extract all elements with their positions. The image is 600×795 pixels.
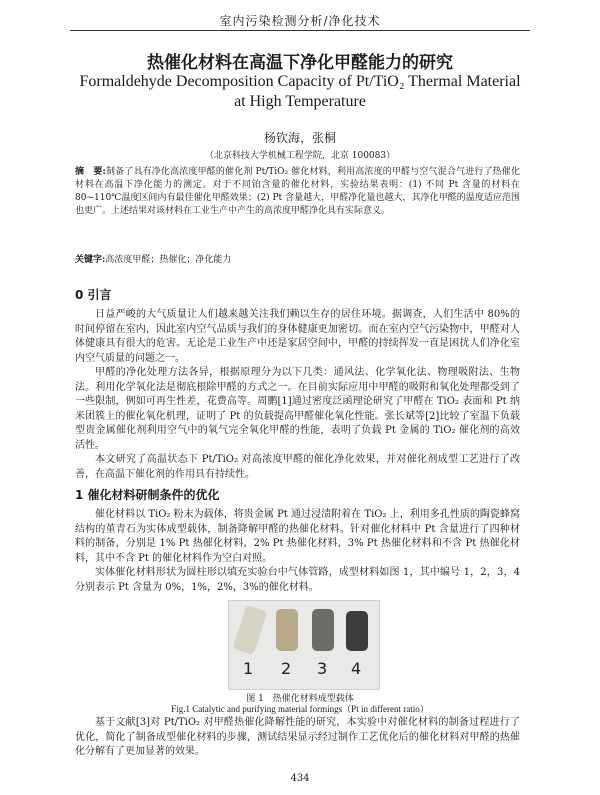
page-number: 434 (290, 773, 310, 784)
paragraph-intro-3: 本文研究了高温状态下 Pt/TiO₂ 对高浓度甲醛的催化净化效果，并对催化剂成型工艺进行了改善，在高温下催化剂的作用具有持续性。 (75, 454, 520, 480)
figure-label-2: 2 (281, 659, 292, 678)
figure-1-photo (228, 600, 380, 690)
title-english (40, 72, 560, 112)
figure-caption-english: Fig.1 Catalytic and purifying material formings（Pt in different ratio） (171, 704, 429, 714)
abstract-label: 摘 要: (75, 167, 106, 177)
figure-label-4: 4 (351, 659, 362, 678)
header-rule (70, 30, 530, 31)
keywords (75, 252, 520, 265)
keywords-text: 高浓度甲醛；热催化；净化能力 (105, 255, 232, 265)
figure-label-3: 3 (317, 659, 328, 678)
catalyst-sample-2 (276, 609, 298, 651)
section-heading-1: 1 催化材料研制条件的优化 (75, 488, 220, 502)
paragraph-sec1-3: 基于文献[3]对 Pt/TiO₂ 对甲醛热催化降解性能的研究，本实验中对催化材料的制备过程进行了优化，简化了制备成型催化材料的步骤，测试结果显示经过制作工艺优化后的催化材料对甲醛的热催化分解有了更加显著的效果。 (75, 717, 520, 757)
figure-label-1: 1 (243, 659, 254, 678)
abstract-text: 制备了具有净化高浓度甲醛的催化剂 Pt/TiO₂ 催化材料，利用高浓度的甲醛与空气混合气进行了热催化材料在高温下净化能力的测定。对于不同铂含量的催化材料，实验结果表明：(1) 不同 Pt 含量的材料在 80~110℃温度区间内有最佳催化甲醛效果；(2) Pt 含量越大，甲醛净化量也越大，其净化甲醛的温度适应范围也更广。上述结果对该材料在工业生产中产生的高浓度甲醛净化具有实际意义。 (75, 167, 521, 216)
section-heading-intro: 0 引言 (75, 288, 112, 302)
abstract (75, 166, 520, 218)
paragraph-sec1-2: 实体催化材料形状为圆柱形以填充实验台中气体管路，成型材料如图 1，其中编号 1，2，3，4 分别表示 Pt 含量为 0%，1%，2%，3%的催化材料。 (75, 567, 520, 593)
title-english-line2: at High Temperature (234, 93, 366, 110)
paragraph-intro-2: 甲醛的净化处理方法各异，根据原理分为以下几类：通风法、化学氧化法、物理吸附法、生物法。利用化学氧化法是彻底根除甲醛的方式之一。在目前实际应用中甲醛的吸附和氧化处理都受到了一些限制，例如可再生性差，花费高等。周鹏[1]通过密度泛函理论研究了甲醛在 TiO₂ 表面和 Pt 纳米团簇上的催化氧化机理，证明了 Pt 的负载提高甲醛催化氧化性能。张长斌等[2]比较了室温下负载型贵金属催化剂利用空气中的氧气完全氧化甲醛的性能，表明了负载 Pt 金属的 TiO₂ 催化剂的高效活性。 (75, 367, 520, 451)
title-english-line1: Formaldehyde Decomposition Capacity of Pt/TiO₂ Thermal Material (79, 73, 521, 90)
catalyst-sample-3 (312, 609, 334, 651)
paragraph-sec1-1: 催化材料以 TiO₂ 粉末为载体，将贵金属 Pt 通过浸渍附着在 TiO₂ 上，利用多孔性质的陶瓷蜂窝结构的堇青石为实体成型载体，制备降解甲醛的热催化材料。针对催化材料中 Pt 含量进行了四种材料的制备，分别是 1% Pt 热催化材料，2% Pt 热催化材料，3% Pt 热催化材料和不含 Pt 热催化材料，其中不含 Pt 的催化材料作为空白对照。 (75, 509, 520, 564)
affiliation: （北京科技大学机械工程学院，北京 100083） (204, 151, 396, 161)
keywords-label: 关键字: (75, 255, 106, 265)
running-header: 室内污染检测分析/净化技术 (219, 14, 381, 28)
figure-caption-chinese: 图 1 热催化材料成型载体 (246, 694, 354, 704)
title-chinese: 热催化材料在高温下净化甲醛能力的研究 (147, 53, 453, 73)
authors: 杨钦海，张桐 (263, 131, 336, 145)
paragraph-intro-1: 日益严峻的大气质量让人们越来越关注我们赖以生存的居住环境。据调查，人们生活中 80%的时间停留在室内，因此室内空气品质与我们的身体健康更加密切。而在室内空气污染物中，甲醛对人体健康具有很大的危害。无论是工业生产中还是家居空间中，甲醛的持续挥发一直是困扰人们净化室内空气质量的问题之一。 (75, 309, 520, 364)
catalyst-sample-4 (346, 611, 368, 651)
catalyst-sample-1 (232, 605, 267, 656)
